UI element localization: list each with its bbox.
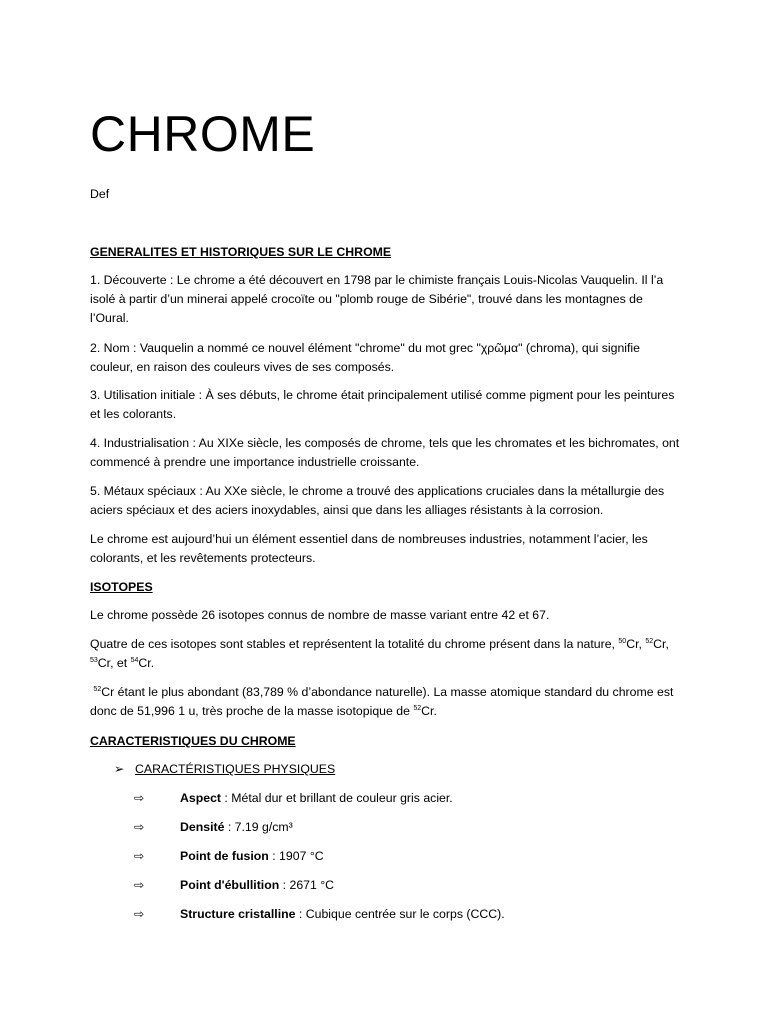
isotope-mass: 52 — [93, 686, 102, 693]
property-label: Structure cristalline — [180, 907, 296, 921]
property-value: : 1907 °C — [268, 849, 324, 863]
property-label: Aspect — [180, 791, 222, 805]
abundance-end: Cr. — [421, 704, 437, 718]
isotope-mass: 52 — [413, 705, 422, 712]
paragraph-utilisation: 3. Utilisation initiale : À ses débuts, le chrome était principalement utilisé comme pigment pour les peintures et les colorants. — [90, 388, 675, 421]
separator: , — [665, 637, 669, 651]
paragraph-metaux: 5. Métaux spéciaux : Au XXe siècle, le chrome a trouvé des applications cruciales dans la métallurgie des aciers spéciaux et des aciers inoxydables, ainsi que dans les alliages résistants à la corrosion. — [90, 484, 665, 517]
section-heading-isotopes: ISOTOPES — [90, 580, 153, 594]
element-symbol: Cr — [626, 637, 639, 651]
property-value: : Cubique centrée sur le corps (CCC). — [295, 907, 505, 921]
element-symbol: Cr — [97, 656, 111, 670]
paragraph-decouverte: 1. Découverte : Le chrome a été découvert en 1798 par le chimiste français Louis-Nicolas Vauquelin. Il l’a isolé à partir d’un minerai appelé crocoïte ou "plomb rouge de Sibérie", trouvé dans les montagnes de l’Oural. — [90, 273, 664, 325]
property-value: : 2671 °C — [279, 878, 335, 892]
property-value: : Métal dur et brillant de couleur gris acier. — [221, 791, 453, 805]
property-label: Point d'ébullition — [180, 878, 280, 892]
property-label: Point de fusion — [180, 849, 269, 863]
double-arrow-icon: ⇨ — [134, 878, 145, 892]
def-label: Def — [90, 187, 110, 201]
element-symbol: Cr — [138, 656, 151, 670]
stable-isotopes-text: Quatre de ces isotopes sont stables et représentent la totalité du chrome présent dans la nature, — [90, 637, 615, 651]
abundance-text: Cr étant le plus abondant (83,789 % d’abondance naturelle). La masse atomique standard du chrome est donc de 51,996 1 u, très proche de la masse isotopique de — [90, 685, 674, 718]
separator: . — [150, 656, 155, 670]
bullet-arrow-icon: ➢ — [114, 762, 125, 776]
double-arrow-icon: ⇨ — [134, 820, 145, 834]
document-title: CHROME — [90, 106, 316, 162]
double-arrow-icon: ⇨ — [134, 791, 145, 805]
paragraph-stable-isotopes — [90, 635, 682, 673]
property-value: : 7.19 g/cm³ — [224, 820, 293, 834]
paragraph-industrialisation: 4. Industrialisation : Au XIXe siècle, les composés de chrome, tels que les chromates et les bichromates, ont commencé à prendre une importance industrielle croissante. — [90, 436, 680, 469]
element-symbol: Cr — [653, 637, 666, 651]
bullet-physical — [114, 760, 335, 779]
double-arrow-icon: ⇨ — [134, 907, 145, 921]
paragraph-isotopes-count: Le chrome possède 26 isotopes connus de nombre de masse variant entre 42 et 67. — [90, 608, 550, 622]
paragraph-nom: 2. Nom : Vauquelin a nommé ce nouvel élément "chrome" du mot grec "χρῶμα" (chroma), qui signifie couleur, en raison des couleurs vives de ses composés. — [90, 341, 641, 374]
section-heading-caracteristiques: CARACTERISTIQUES DU CHROME — [90, 734, 296, 748]
isotope-mass: 50 — [618, 638, 627, 645]
separator: , et — [110, 656, 128, 670]
separator: , — [638, 637, 642, 651]
isotope-mass: 53 — [90, 657, 98, 664]
property-label: Densité — [180, 820, 225, 834]
subheading-physical: CARACTÉRISTIQUES PHYSIQUES — [135, 762, 336, 776]
isotope-mass: 54 — [130, 657, 139, 664]
isotope-mass: 52 — [645, 638, 654, 645]
paragraph-abundance — [90, 683, 682, 721]
section-heading-generalites: GENERALITES ET HISTORIQUES SUR LE CHROME — [90, 245, 392, 259]
paragraph-conclusion: Le chrome est aujourd’hui un élément essentiel dans de nombreuses industries, notamment l’acier, les colorants, et les revêtements protecteurs. — [90, 532, 648, 565]
double-arrow-icon: ⇨ — [134, 849, 145, 863]
